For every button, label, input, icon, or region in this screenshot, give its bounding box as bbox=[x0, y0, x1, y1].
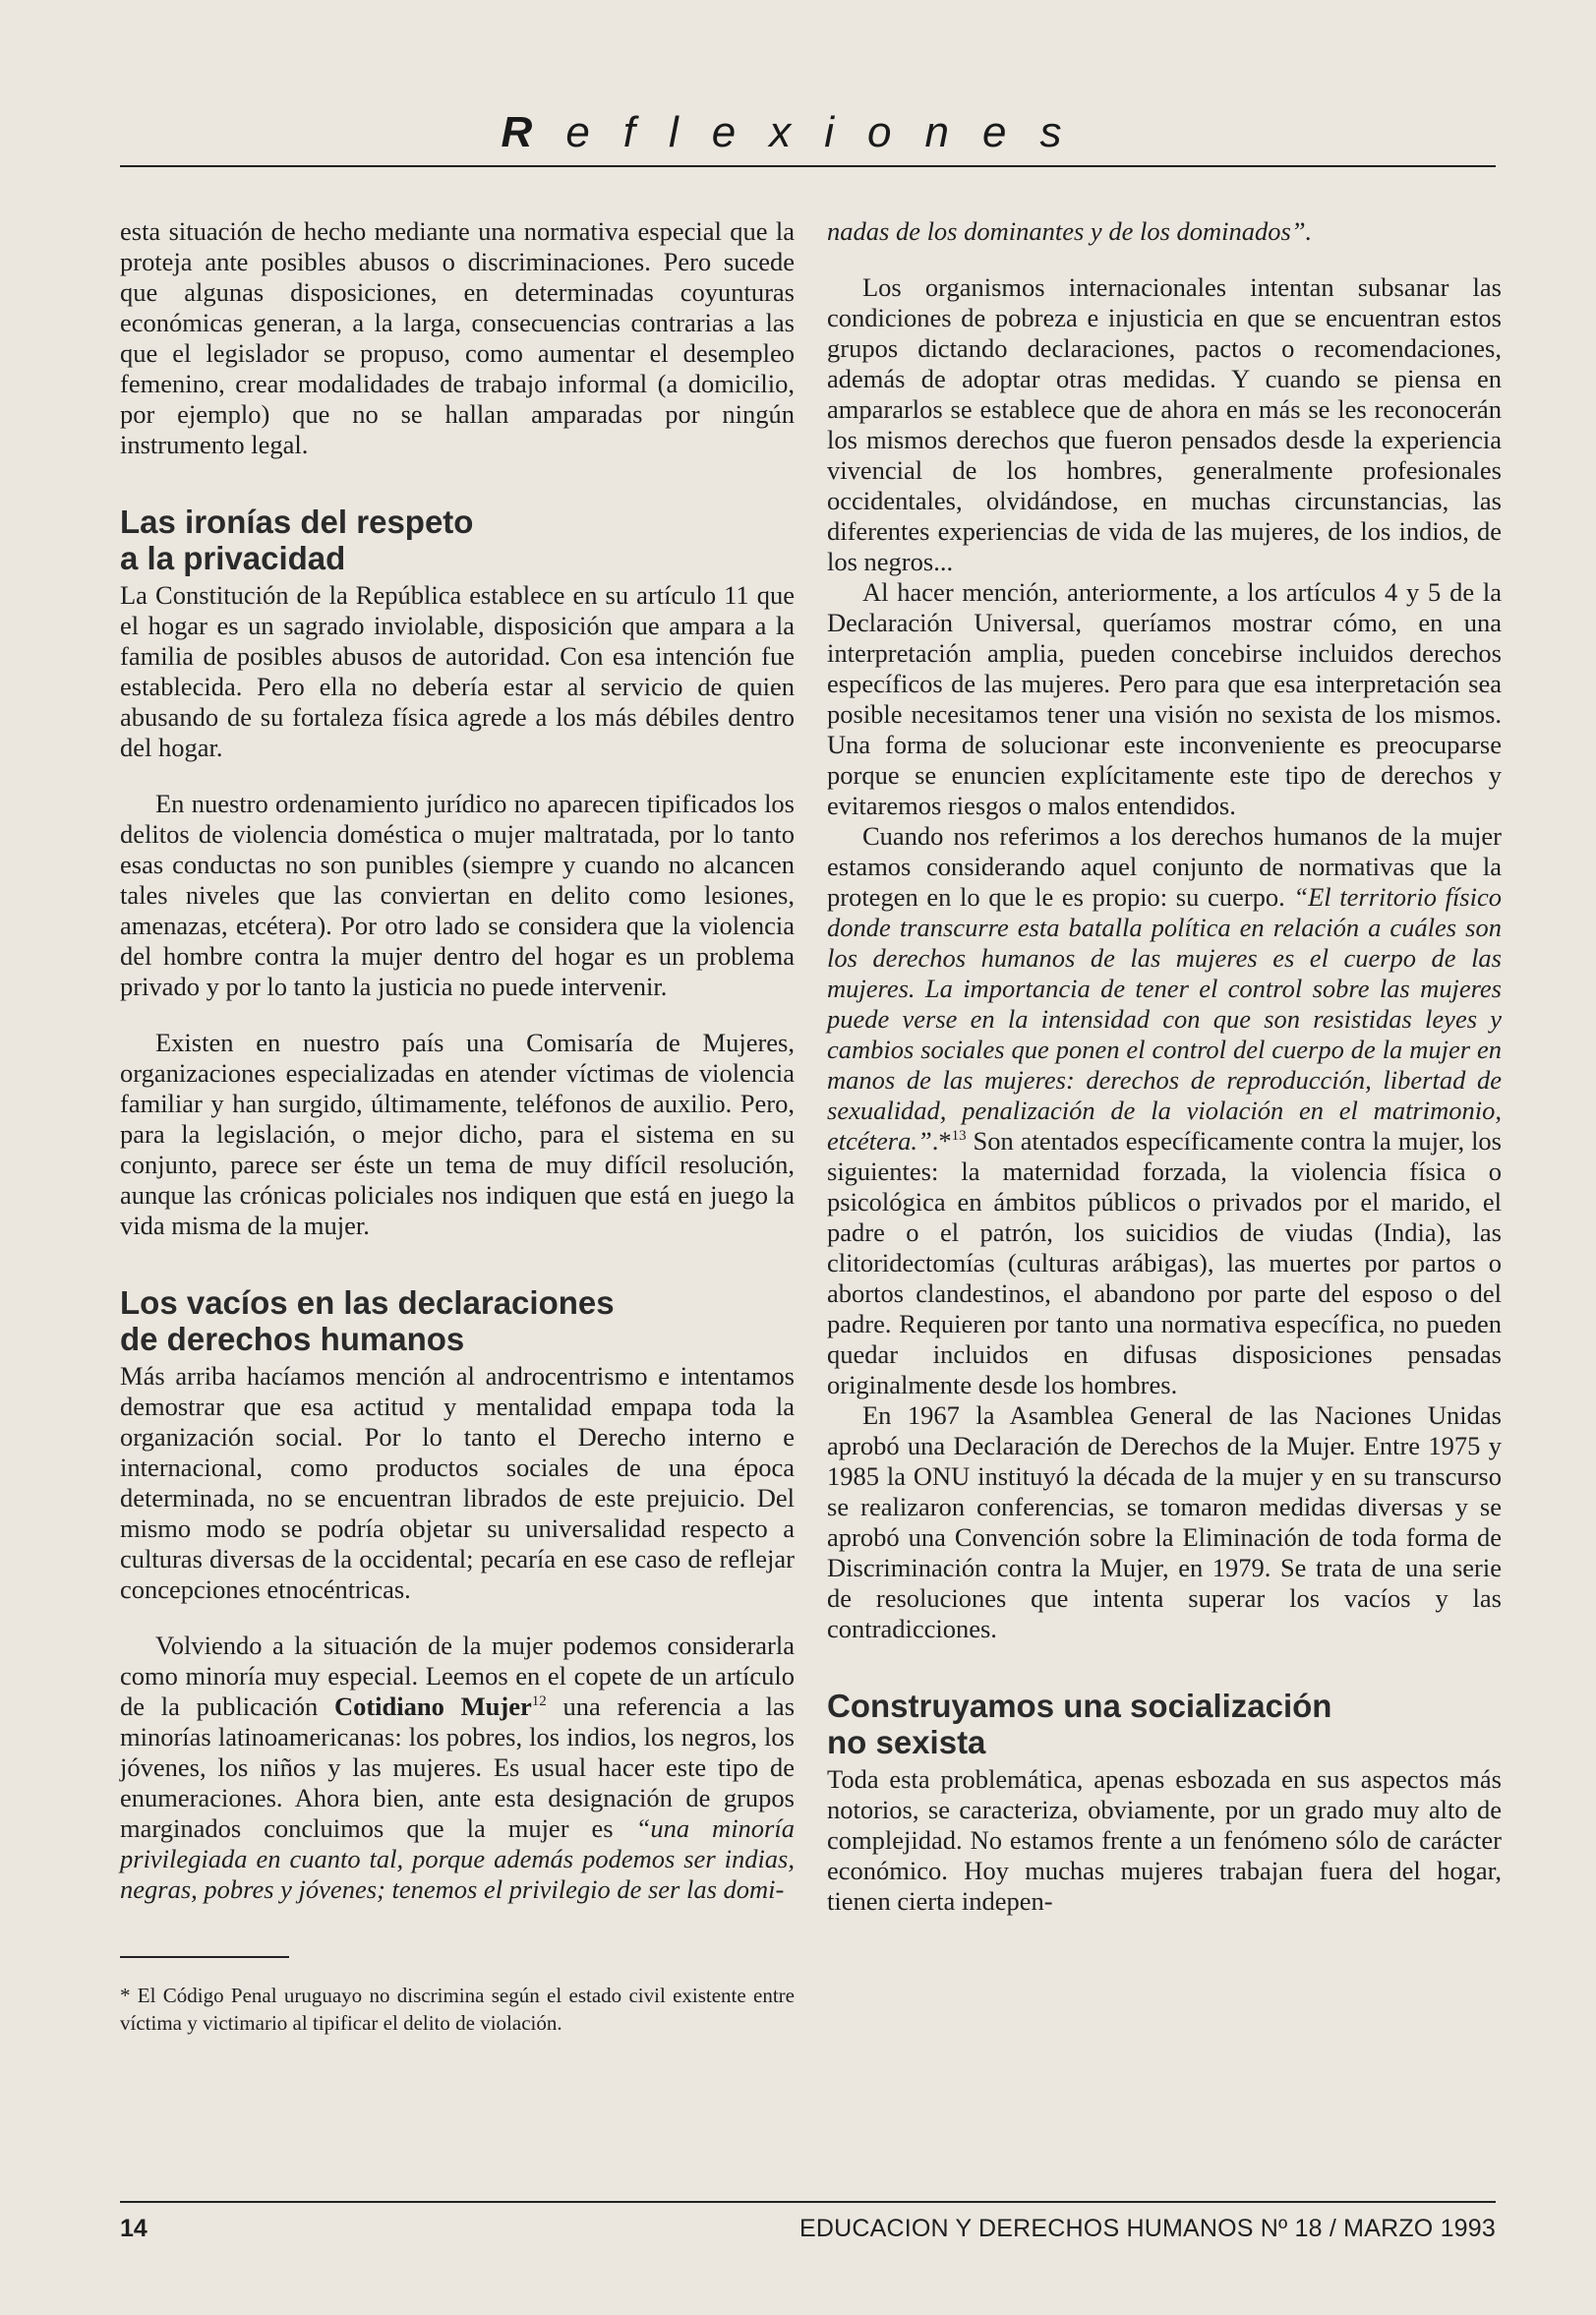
paragraph: esta situación de hecho mediante una normativa especial que la proteja ante posibles abusos o discriminaciones. Pero sucede que algunas disposiciones, en determinadas coyunturas económicas generan, a la larga, consecuencias contrarias a las que el legislador se propuso, como aumentar el desempleo femenino, crear modalidades de trabajo informal (a domicilio, por ejemplo) que no se hallan amparadas por ningún instrumento legal. bbox=[120, 216, 795, 459]
right-column bbox=[827, 216, 1502, 1917]
publication-footer: EDUCACION Y DERECHOS HUMANOS Nº 18 / MARZO 1993 bbox=[798, 2215, 1496, 2242]
quotation-end: nadas de los dominantes y de los dominados”. bbox=[827, 216, 1313, 246]
text-run: Cuando nos referimos a los derechos humanos de la mujer estamos considerando aquel conjunto de normativas que la protegen en lo que le es propio: su cuerpo. bbox=[827, 821, 1502, 912]
paragraph: Los organismos internacionales intentan subsanar las condiciones de pobreza e injusticia en que se encuentran estos grupos dictando declaraciones, pactos o recomendaciones, además de adoptar otras medidas. Y cuando se piensa en ampararlos se establece que de ahora en más se les reconocerán los mismos derechos que fueron pensados desde la experiencia vivencial de los hombres, generalmente profesionales occidentales, olvidándose, en muchas circunstancias, las diferentes experiencias de vida de las mujeres, de los indios, de los negros... bbox=[827, 272, 1502, 576]
heading-line: Las ironías del respeto bbox=[120, 504, 474, 540]
paragraph bbox=[827, 821, 1502, 1400]
paragraph: En nuestro ordenamiento jurídico no aparecen tipificados los delitos de violencia doméstica o mujer maltratada, por lo tanto esas conductas no son punibles (siempre y cuando no alcancen tales niveles que las conviertan en delito como lesiones, amenazas, etcétera). Por otro lado se considera que la violencia del hombre contra la mujer dentro del hogar es un problema privado y por lo tanto la justicia no puede intervenir. bbox=[120, 789, 795, 1001]
text-run: Son atentados específicamente contra la mujer, los siguientes: la maternidad forzada, la violencia física o psicológica en ámbitos públicos o privados por el marido, el padre o el patrón, los suicidios de viudas (India), las clitoridectomías (culturas arábigas), las muertes por partos o abortos clandestinos, el abandono por parte del esposo o del padre. Requieren por tanto una normativa específica, no pueden quedar incluidos en difusas disposiciones pensadas originalmente desde los hombres. bbox=[827, 1126, 1502, 1399]
section-title bbox=[0, 106, 1596, 159]
section-heading-socialization bbox=[827, 1688, 1502, 1760]
paragraph: La Constitución de la República establece en su artículo 11 que el hogar es un sagrado inviolable, disposición que ampara a la familia de posibles abusos de autoridad. Con esa intención fue establecida. Pero ella no debería estar al servicio de quien abusando de su fortaleza física agrede a los más débiles dentro del hogar. bbox=[120, 580, 795, 762]
footnote: * El Código Penal uruguayo no discrimina según el estado civil existente entre víctima y victimario al tipificar el delito de violación. bbox=[120, 1984, 795, 2035]
publication-name: Cotidiano Mujer bbox=[333, 1692, 532, 1721]
text-run: una referencia a las minorías latinoamericanas: los pobres, los indios, los negros, los jóvenes, los niños y las mujeres. Es usual hacer este tipo de enumeraciones. Ahora bien, ante esta designación de grupos marginados concluimos que la mujer es bbox=[120, 1692, 796, 1843]
section-heading-privacy bbox=[120, 504, 795, 576]
left-column bbox=[120, 216, 795, 2037]
section-heading-declarations bbox=[120, 1284, 795, 1357]
paragraph: Más arriba hacíamos mención al androcentrismo e intentamos demostrar que esa actitud y mentalidad empapa toda la organización social. Por lo tanto el Derecho interno e internacional, como productos sociales de una época determinada, no se encuentran librados de este prejuicio. Del mismo modo se podría objetar su universalidad respecto a culturas diversas de la occidental; pecaría en ese caso de reflejar concepciones etnocéntricas. bbox=[120, 1361, 795, 1604]
heading-line: Construyamos una socialización bbox=[827, 1688, 1332, 1724]
heading-line: no sexista bbox=[827, 1724, 986, 1760]
paragraph: Existen en nuestro país una Comisaría de Mujeres, organizaciones especializadas en atender víctimas de violencia familiar y han surgido, últimamente, teléfonos de auxilio. Pero, para la legislación, o mejor dicho, para el sistema en su conjunto, parece ser éste un tema de muy difícil resolución, aunque las crónicas policiales nos indiquen que está en juego la vida misma de la mujer. bbox=[120, 1028, 795, 1240]
section-title-rest: eflexiones bbox=[565, 108, 1095, 156]
heading-line: a la privacidad bbox=[120, 540, 346, 576]
footnote-ref: 12 bbox=[531, 1693, 547, 1710]
section-title-initial: R bbox=[501, 108, 566, 156]
quotation: “una minoría privilegiada en cuanto tal, porque además podemos ser indias, negras, pobres y jóvenes; tenemos el privilegio de ser las domi- bbox=[120, 1813, 795, 1904]
footer-divider bbox=[120, 2201, 1496, 2203]
page-number: 14 bbox=[120, 2215, 148, 2242]
paragraph: Al hacer mención, anteriormente, a los artículos 4 y 5 de la Declaración Universal, queríamos mostrar cómo, en una interpretación amplia, pueden concebirse incluidos derechos específicos de las mujeres. Pero para que esa interpretación sea posible necesitamos tener una visión no sexista de los mismos. Una forma de solucionar este inconveniente es preocuparse porque se enuncien explícitamente este tipo de derechos y evitaremos riesgos o malos entendidos. bbox=[827, 577, 1502, 820]
header-divider bbox=[120, 165, 1496, 167]
heading-line: de derechos humanos bbox=[120, 1321, 465, 1357]
footnote-mark: .* bbox=[931, 1126, 952, 1156]
heading-line: Los vacíos en las declaraciones bbox=[120, 1284, 615, 1321]
paragraph: Toda esta problemática, apenas esbozada en sus aspectos más notorios, se caracteriza, obviamente, por un grado muy alto de complejidad. No estamos frente a un fenómeno sólo de carácter económico. Hoy muchas mujeres trabajan fuera del hogar, tienen cierta indepen- bbox=[827, 1764, 1502, 1916]
quotation: “El territorio físico donde transcurre esta batalla política en relación a cuáles son los derechos humanos de las mujeres es el cuerpo de las mujeres. La importancia de tener el control sobre las mujeres puede verse en la intensidad con que son resistidas leyes y cambios sociales que ponen el control del cuerpo de la mujer en manos de las mujeres: derechos de reproducción, libertad de sexualidad, penalización de la violación en el matrimonio, etcétera.” bbox=[827, 882, 1502, 1156]
paragraph bbox=[120, 1631, 795, 1905]
paragraph: En 1967 la Asamblea General de las Naciones Unidas aprobó una Declaración de Derechos de la Mujer. Entre 1975 y 1985 la ONU instituyó la década de la mujer y en su transcurso se realizaron conferencias, se tomaron medidas diversas y se aprobó una Convención sobre la Eliminación de toda forma de Discriminación contra la Mujer, en 1979. Se trata de una serie de resoluciones que intenta superar los vacíos y las contradicciones. bbox=[827, 1400, 1502, 1643]
text-run: Volviendo a la situación de la mujer podemos considerarla como minoría muy especial. Leemos en el copete de un artículo de la publicación bbox=[120, 1631, 795, 1721]
footnote-ref: 13 bbox=[951, 1128, 967, 1145]
paragraph bbox=[827, 216, 1502, 247]
footnote-divider bbox=[120, 1956, 289, 1958]
